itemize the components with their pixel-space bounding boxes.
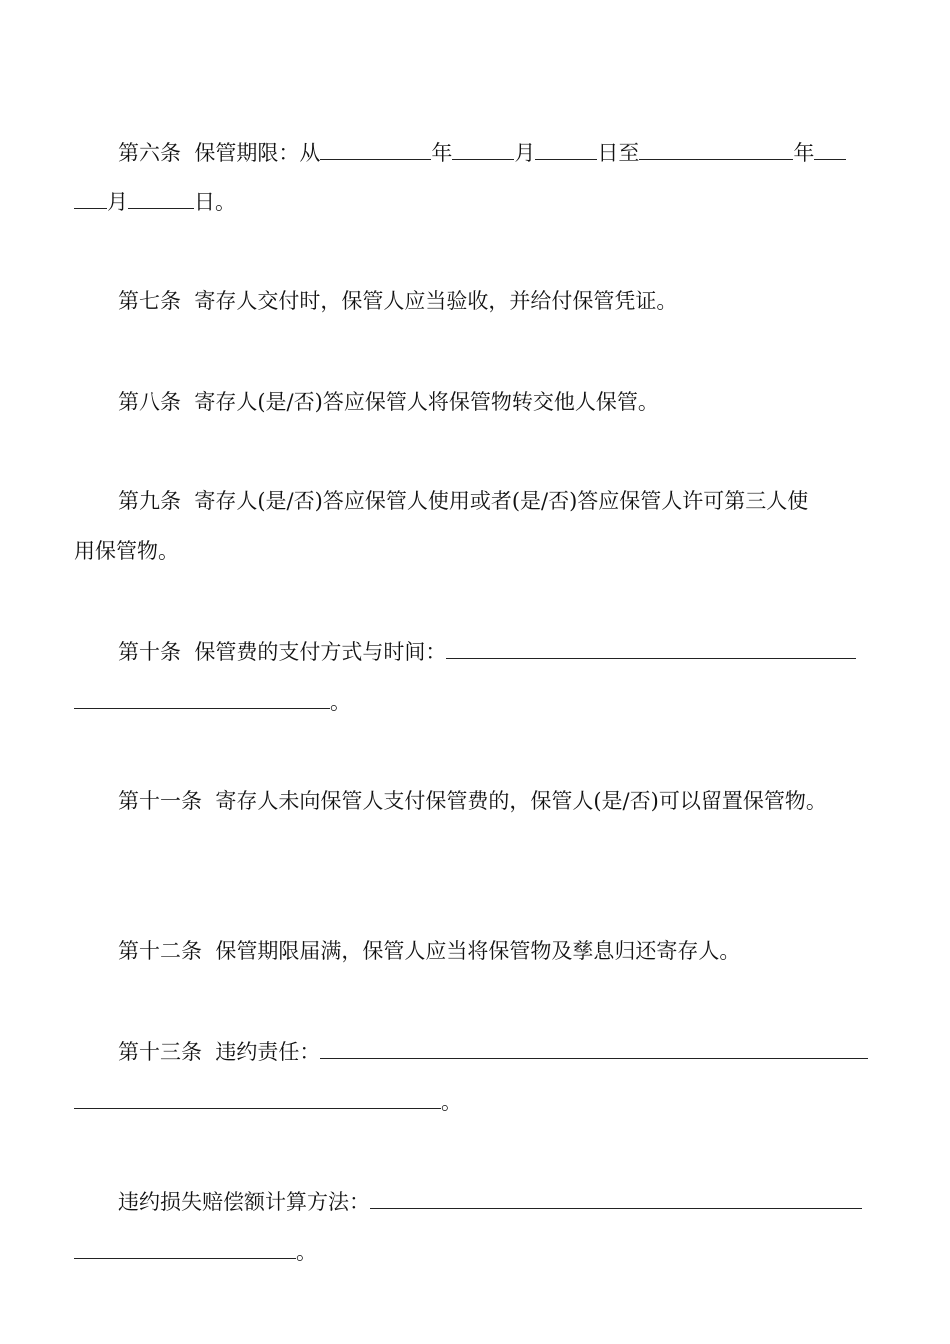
article-12 [118, 938, 740, 964]
year-label: 年 [431, 141, 453, 165]
article-9-text-cont: 用保管物。 [74, 539, 179, 563]
article-9-line-2 [74, 538, 179, 564]
loss-calc-blank-2[interactable] [74, 1238, 296, 1259]
article-8 [118, 389, 659, 415]
article-11 [118, 788, 827, 814]
end-year-blank[interactable] [639, 139, 793, 160]
article-8-text: 寄存人(是/否)答应保管人将保管物转交他人保管。 [194, 390, 659, 414]
end-day-blank[interactable] [128, 188, 194, 209]
article-9-label: 第九条 [118, 489, 181, 513]
article-12-text: 保管期限届满，保管人应当将保管物及孳息归还寄存人。 [215, 939, 741, 963]
article-7-text: 寄存人交付时，保管人应当验收，并给付保管凭证。 [194, 289, 678, 313]
period: 。 [330, 690, 351, 714]
article-10-line-2 [74, 688, 351, 715]
loss-calc-text: 违约损失赔偿额计算方法： [118, 1190, 370, 1214]
day-end-label: 日。 [194, 190, 236, 214]
article-9-text: 寄存人(是/否)答应保管人使用或者(是/否)答应保管人许可第三人使 [194, 489, 809, 513]
article-6-label: 第六条 [118, 141, 181, 165]
article-11-text: 寄存人未向保管人支付保管费的，保管人(是/否)可以留置保管物。 [215, 789, 827, 813]
start-year-blank[interactable] [320, 139, 431, 160]
payment-method-blank-2[interactable] [74, 688, 330, 709]
month-label: 月 [107, 190, 128, 214]
end-month-blank-part2[interactable] [74, 188, 107, 209]
loss-calc-blank-1[interactable] [370, 1188, 862, 1209]
day-to-label: 日至 [597, 141, 640, 165]
end-month-blank-part1[interactable] [814, 139, 846, 160]
article-10-line-1 [118, 638, 856, 665]
article-13-line-1 [118, 1038, 868, 1065]
year-label: 年 [793, 141, 815, 165]
month-label: 月 [514, 141, 536, 165]
payment-method-blank-1[interactable] [446, 638, 856, 659]
article-9-line-1 [118, 488, 808, 514]
period: 。 [296, 1240, 317, 1264]
article-7 [118, 288, 677, 314]
article-10-text: 保管费的支付方式与时间： [194, 640, 447, 664]
article-13-text: 违约责任： [215, 1040, 321, 1064]
start-month-blank[interactable] [452, 139, 514, 160]
article-6-line-1 [118, 139, 846, 166]
article-6-text: 保管期限：从 [194, 141, 321, 165]
article-13-line-2 [74, 1088, 462, 1115]
period: 。 [441, 1090, 462, 1114]
breach-liability-blank-2[interactable] [74, 1088, 441, 1109]
article-7-label: 第七条 [118, 289, 181, 313]
breach-liability-blank-1[interactable] [320, 1038, 868, 1059]
article-13-label: 第十三条 [118, 1040, 202, 1064]
article-10-label: 第十条 [118, 640, 181, 664]
loss-calc-line-1 [118, 1188, 862, 1215]
article-11-label: 第十一条 [118, 789, 202, 813]
article-6-line-2 [74, 188, 236, 215]
article-12-label: 第十二条 [118, 939, 202, 963]
start-day-blank[interactable] [535, 139, 597, 160]
loss-calc-line-2 [74, 1238, 317, 1265]
article-8-label: 第八条 [118, 390, 181, 414]
